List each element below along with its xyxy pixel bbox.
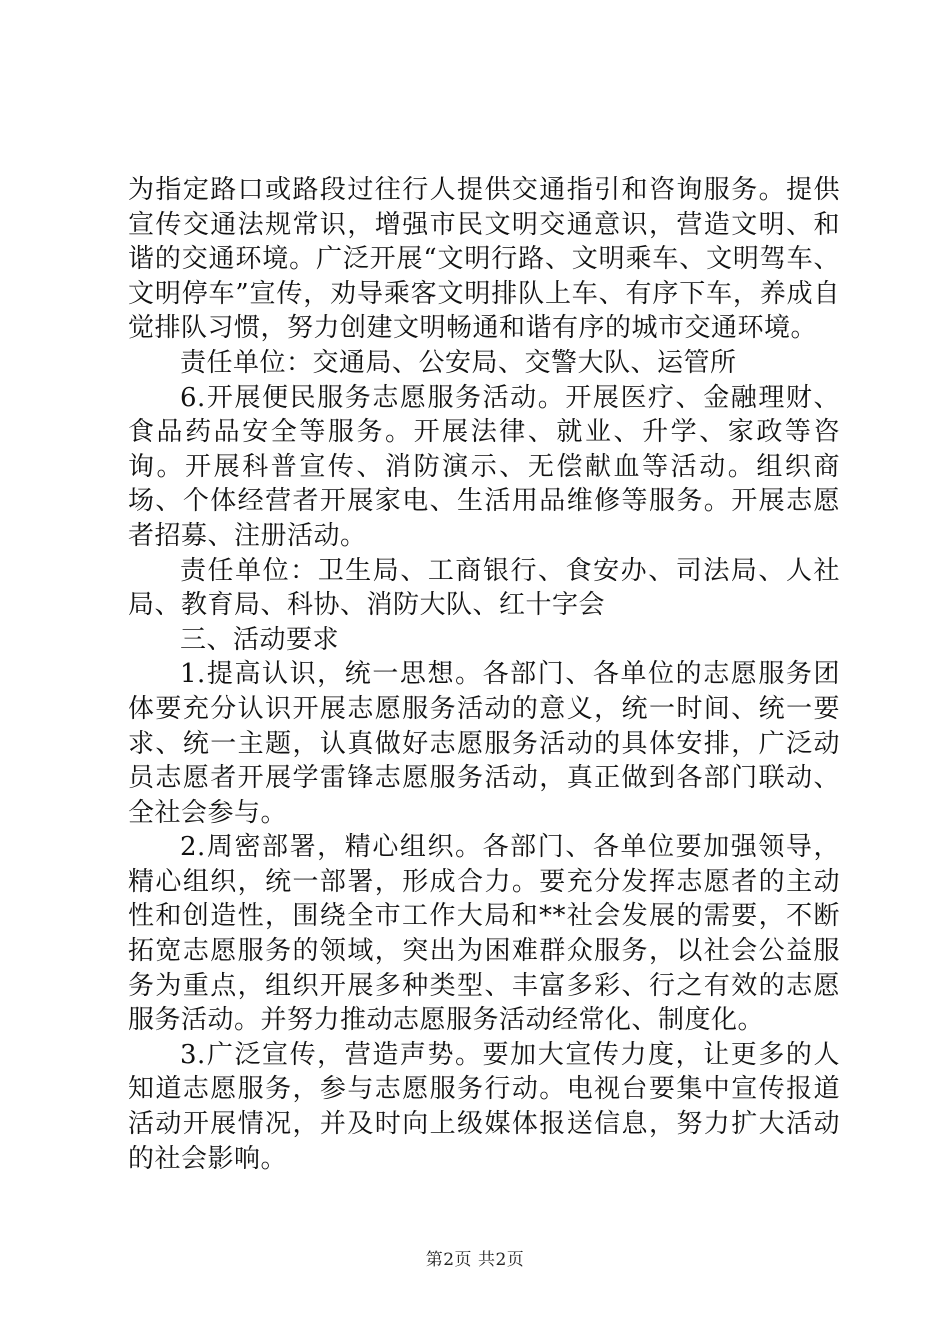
page-footer: 第2页 共2页: [425, 1250, 525, 1270]
paragraph-responsible-units-convenience: 责任单位：卫生局、工商银行、食安办、司法局、人社局、教育局、科协、消防大队、红十字会: [128, 555, 840, 621]
paragraph-requirement-3: 3.广泛宣传，营造声势。要加大宣传力度，让更多的人知道志愿服务，参与志愿服务行动。电视台要集中宣传报道活动开展情况，并及时向上级媒体报送信息，努力扩大活动的社会影响。: [128, 1039, 840, 1174]
paragraph-requirement-2: 2.周密部署，精心组织。各部门、各单位要加强领导，精心组织，统一部署，形成合力。要充分发挥志愿者的主动性和创造性，围绕全市工作大局和**社会发展的需要，不断拓宽志愿服务的领域，突出为困难群众服务，以社会公益服务为重点，组织开展多种类型、丰富多彩、行之有效的志愿服务活动。并努力推动志愿服务活动经常化、制度化。: [128, 832, 840, 1036]
paragraph-requirement-1: 1.提高认识，统一思想。各部门、各单位的志愿服务团体要充分认识开展志愿服务活动的意义，统一时间、统一要求、统一主题，认真做好志愿服务活动的具体安排，广泛动员志愿者开展学雷锋志愿服务活动，真正做到各部门联动、全社会参与。: [128, 659, 840, 828]
document-body: [128, 173, 840, 1176]
paragraph-traffic-service: 为指定路口或路段过往行人提供交通指引和咨询服务。提供宣传交通法规常识，增强市民文明交通意识，营造文明、和谐的交通环境。广泛开展“文明行路、文明乘车、文明驾车、文明停车”宣传，劝导乘客文明排队上车、有序下车，养成自觉排队习惯，努力创建文明畅通和谐有序的城市交通环境。: [128, 175, 840, 344]
paragraph-convenience-service: 6.开展便民服务志愿服务活动。开展医疗、金融理财、食品药品安全等服务。开展法律、就业、升学、家政等咨询。开展科普宣传、消防演示、无偿献血等活动。组织商场、个体经营者开展家电、生活用品维修等服务。开展志愿者招募、注册活动。: [128, 382, 840, 551]
section-heading-activity-requirements: 三、活动要求: [180, 624, 340, 655]
paragraph-responsible-units-traffic: 责任单位：交通局、公安局、交警大队、运管所: [180, 347, 737, 378]
